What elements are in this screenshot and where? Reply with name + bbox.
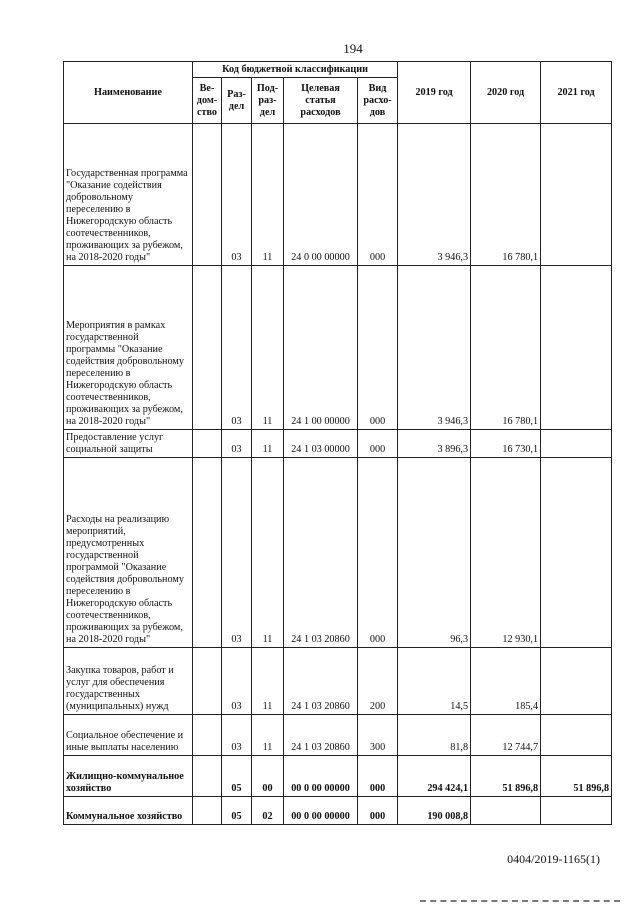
header-2019: 2019 год — [398, 62, 471, 124]
row-target: 24 0 00 00000 — [284, 124, 358, 266]
row-vid: 000 — [358, 797, 398, 825]
header-vid: Вид расхо-дов — [358, 78, 398, 124]
row-name: Жилищно-коммунальное хозяйство — [64, 756, 193, 797]
header-2020: 2020 год — [471, 62, 541, 124]
row-ved — [193, 458, 222, 648]
row-razdel: 03 — [222, 458, 252, 648]
row-2019: 3 946,3 — [398, 266, 471, 430]
row-name: Коммунальное хозяйство — [64, 797, 193, 825]
row-2020: 16 780,1 — [471, 266, 541, 430]
header-razdel: Раз-дел — [222, 78, 252, 124]
row-2020: 12 744,7 — [471, 715, 541, 756]
row-2021 — [541, 648, 612, 715]
row-name: Закупка товаров, работ и услуг для обеспечения государственных (муниципальных) нужд — [64, 648, 193, 715]
table-row — [64, 124, 612, 266]
header-podrazdel: Под-раз-дел — [252, 78, 284, 124]
row-2019: 96,3 — [398, 458, 471, 648]
row-ved — [193, 124, 222, 266]
footer-divider — [420, 900, 620, 904]
row-razdel: 03 — [222, 266, 252, 430]
row-target: 24 1 03 20860 — [284, 648, 358, 715]
row-2020: 51 896,8 — [471, 756, 541, 797]
row-2019: 294 424,1 — [398, 756, 471, 797]
row-ved — [193, 648, 222, 715]
row-2021 — [541, 430, 612, 458]
row-2021 — [541, 797, 612, 825]
row-podrazdel: 11 — [252, 266, 284, 430]
row-podrazdel: 00 — [252, 756, 284, 797]
row-ved — [193, 266, 222, 430]
row-name: Мероприятия в рамках государственной программы "Оказание содействия добровольному переселению в Нижегородскую область соотечественников, проживающих за рубежом, на 2018-2020 годы" — [64, 266, 193, 430]
row-2020: 16 780,1 — [471, 124, 541, 266]
row-razdel: 03 — [222, 124, 252, 266]
row-ved — [193, 756, 222, 797]
table-row — [64, 430, 612, 458]
row-razdel: 03 — [222, 430, 252, 458]
row-2020 — [471, 797, 541, 825]
row-podrazdel: 11 — [252, 124, 284, 266]
row-razdel: 05 — [222, 756, 252, 797]
row-vid: 000 — [358, 756, 398, 797]
row-target: 24 1 03 20860 — [284, 458, 358, 648]
row-razdel: 03 — [222, 715, 252, 756]
row-razdel: 05 — [222, 797, 252, 825]
header-2021: 2021 год — [541, 62, 612, 124]
row-2020: 185,4 — [471, 648, 541, 715]
row-2021 — [541, 715, 612, 756]
table-row — [64, 458, 612, 648]
row-podrazdel: 11 — [252, 648, 284, 715]
row-vid: 000 — [358, 430, 398, 458]
row-2019: 3 946,3 — [398, 124, 471, 266]
row-2021 — [541, 458, 612, 648]
header-name: Наименование — [64, 62, 193, 124]
table-row — [64, 648, 612, 715]
row-2021 — [541, 124, 612, 266]
table-row — [64, 715, 612, 756]
row-target: 24 1 03 00000 — [284, 430, 358, 458]
row-2021: 51 896,8 — [541, 756, 612, 797]
row-podrazdel: 02 — [252, 797, 284, 825]
row-2020: 12 930,1 — [471, 458, 541, 648]
row-2021 — [541, 266, 612, 430]
row-podrazdel: 11 — [252, 458, 284, 648]
row-2019: 14,5 — [398, 648, 471, 715]
row-2019: 190 008,8 — [398, 797, 471, 825]
row-ved — [193, 797, 222, 825]
row-ved — [193, 430, 222, 458]
budget-table — [63, 61, 612, 825]
row-target: 00 0 00 00000 — [284, 797, 358, 825]
row-vid: 000 — [358, 458, 398, 648]
table-row — [64, 266, 612, 430]
row-target: 24 1 03 20860 — [284, 715, 358, 756]
row-2019: 3 896,3 — [398, 430, 471, 458]
table-row — [64, 756, 612, 797]
row-podrazdel: 11 — [252, 430, 284, 458]
row-razdel: 03 — [222, 648, 252, 715]
row-2019: 81,8 — [398, 715, 471, 756]
header-vedomstvo: Ве-дом-ство — [193, 78, 222, 124]
row-ved — [193, 715, 222, 756]
row-target: 00 0 00 00000 — [284, 756, 358, 797]
row-vid: 000 — [358, 266, 398, 430]
row-vid: 200 — [358, 648, 398, 715]
row-name: Социальное обеспечение и иные выплаты населению — [64, 715, 193, 756]
header-classification-group: Код бюджетной классификации — [193, 62, 398, 78]
row-name: Государственная программа "Оказание содействия добровольному переселению в Нижегородскую область соотечественников, проживающих за рубежом, на 2018-2020 годы" — [64, 124, 193, 266]
row-name: Предоставление услуг социальной защиты — [64, 430, 193, 458]
row-podrazdel: 11 — [252, 715, 284, 756]
row-vid: 000 — [358, 124, 398, 266]
row-name: Расходы на реализацию мероприятий, предусмотренных государственной программой "Оказание содействия добровольному переселению в Нижегородскую область соотечественников, проживающих за рубежом, на 2018-2020 годы" — [64, 458, 193, 648]
header-row-top — [64, 62, 612, 78]
row-target: 24 1 00 00000 — [284, 266, 358, 430]
table-row — [64, 797, 612, 825]
page-number: 194 — [343, 41, 363, 56]
row-vid: 300 — [358, 715, 398, 756]
header-target: Целевая статья расходов — [284, 78, 358, 124]
row-2020: 16 730,1 — [471, 430, 541, 458]
document-code: 0404/2019-1165(1) — [507, 852, 600, 866]
